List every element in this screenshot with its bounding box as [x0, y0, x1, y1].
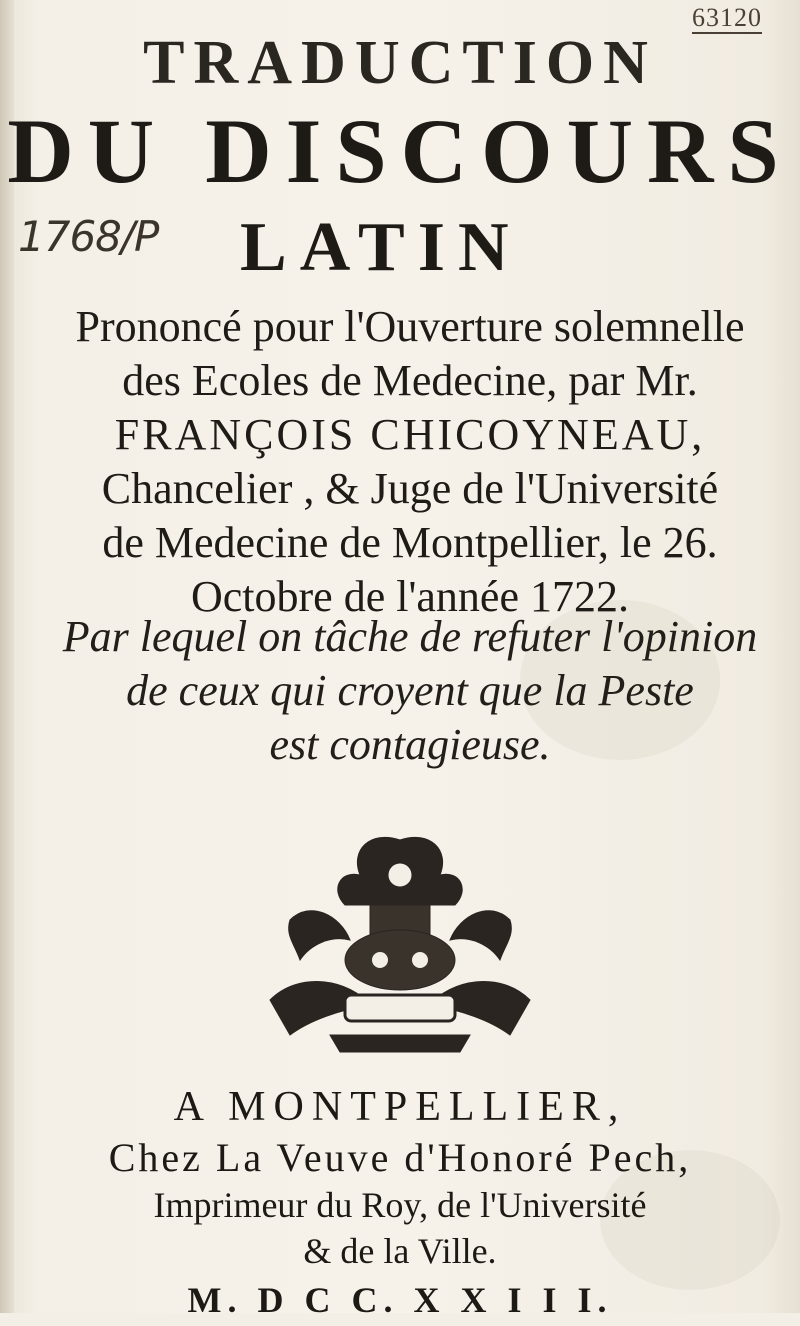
handwritten-note: 1768/P: [18, 212, 159, 261]
title-line-3: LATIN: [240, 209, 522, 286]
imprint-block: [20, 1080, 780, 1326]
imprint-printer: Chez La Veuve d'Honoré Pech,: [108, 1135, 692, 1180]
description-line: Prononcé pour l'Ouverture solemnelle: [75, 302, 745, 351]
subtitle-block: [40, 610, 780, 772]
description-block: [40, 300, 780, 624]
imprint-office: & de la Ville.: [303, 1231, 497, 1271]
imprint-office: Imprimeur du Roy, de l'Université: [153, 1185, 647, 1225]
imprint-date: M. D C C. X X I I I.: [187, 1280, 613, 1320]
title-line-2: DU DISCOURS: [7, 100, 793, 202]
subtitle-line: de ceux qui croyent que la Peste: [126, 666, 694, 715]
subtitle-line: est contagieuse.: [269, 720, 551, 769]
description-line: Chancelier , & Juge de l'Université: [101, 464, 719, 513]
author-name: FRANÇOIS CHICOYNEAU,: [114, 410, 706, 459]
description-line: des Ecoles de Medecine, par Mr.: [122, 356, 698, 405]
subtitle-line: Par lequel on tâche de refuter l'opinion: [62, 612, 758, 661]
library-shelfmark: 63120: [692, 3, 762, 32]
description-line: Octobre de l'année 1722.: [191, 572, 629, 621]
description-line: de Medecine de Montpellier, le 26.: [102, 518, 718, 567]
title-line-1: TRADUCTION: [143, 29, 657, 97]
printers-device-ornament: [250, 820, 550, 1060]
imprint-city: A MONTPELLIER,: [173, 1084, 627, 1130]
